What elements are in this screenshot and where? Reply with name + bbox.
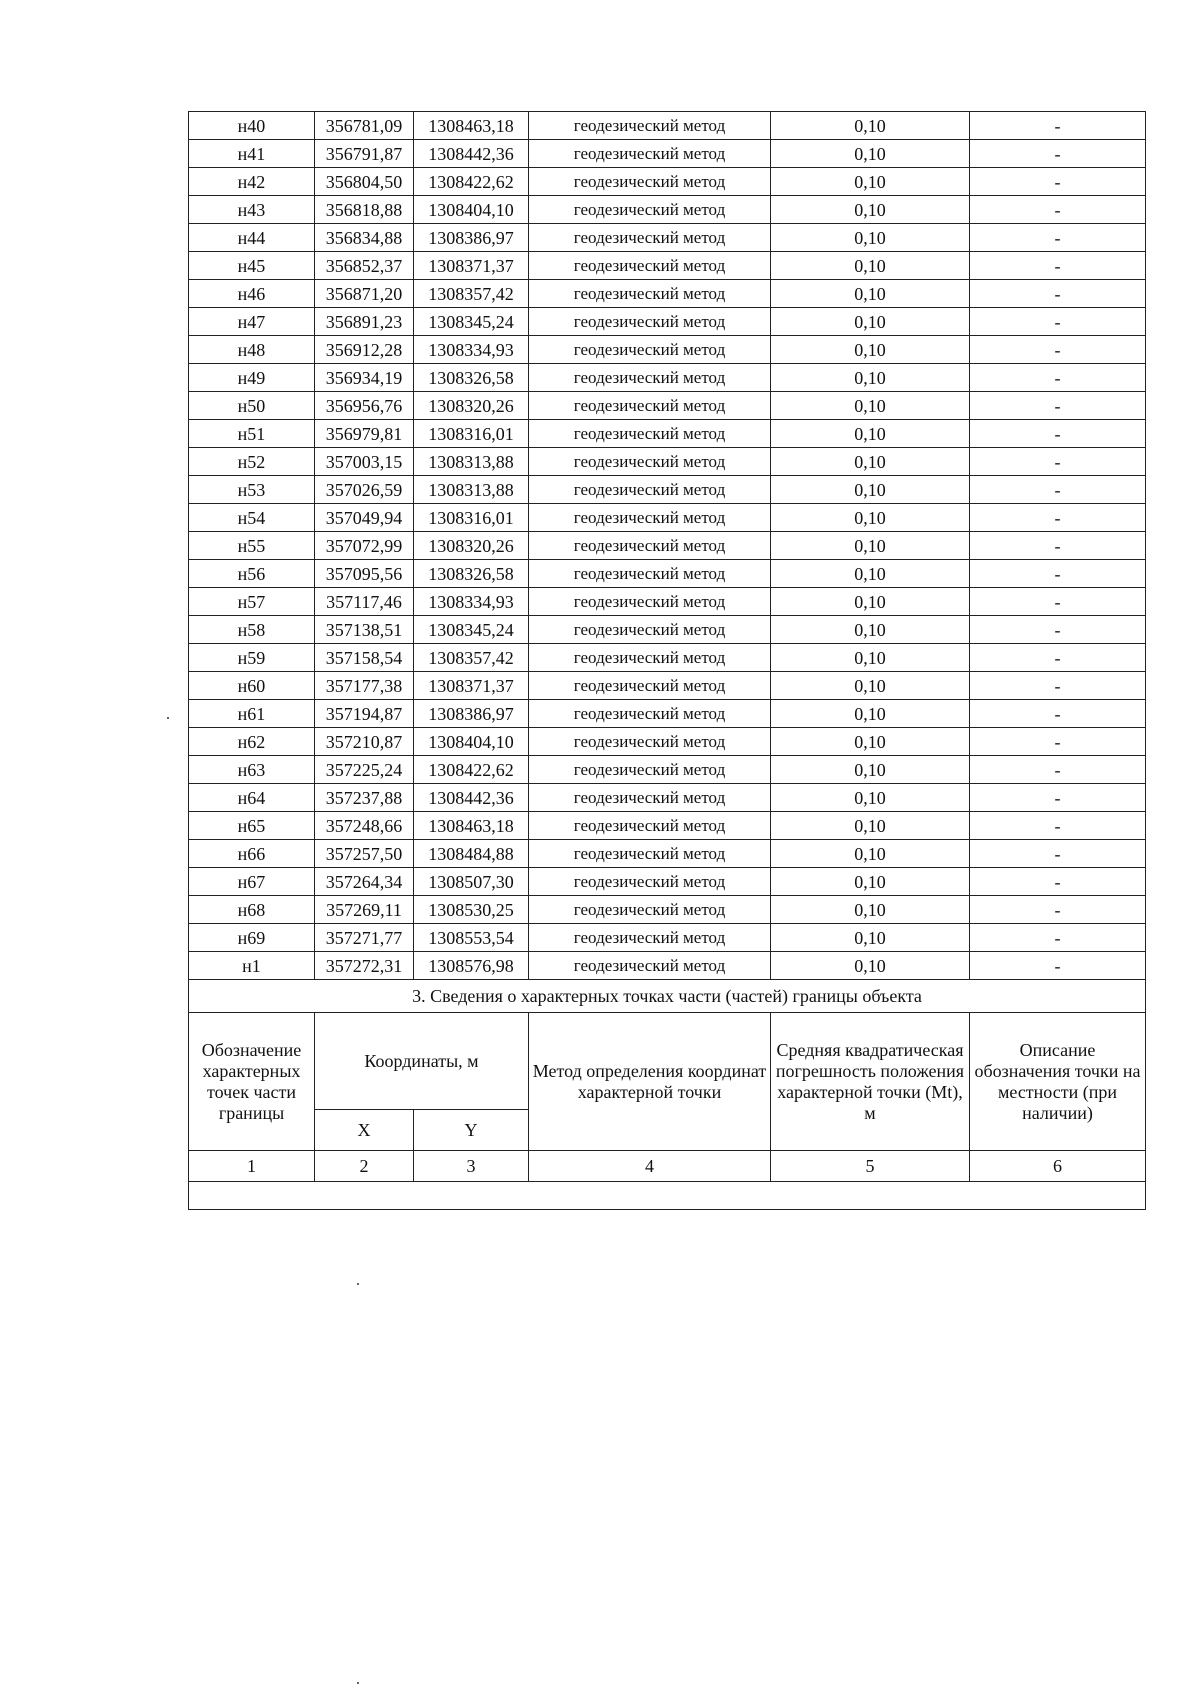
accuracy-cell: 0,10: [771, 868, 970, 896]
y-coordinate-cell: 1308463,18: [414, 112, 529, 140]
y-coordinate-cell: 1308316,01: [414, 420, 529, 448]
description-cell: -: [970, 420, 1146, 448]
point-id-cell: н45: [189, 252, 315, 280]
description-cell: -: [970, 728, 1146, 756]
accuracy-cell: 0,10: [771, 924, 970, 952]
point-id-cell: н49: [189, 364, 315, 392]
y-coordinate-cell: 1308422,62: [414, 168, 529, 196]
description-cell: -: [970, 448, 1146, 476]
method-cell: геодезический метод: [529, 448, 771, 476]
description-cell: -: [970, 308, 1146, 336]
accuracy-cell: 0,10: [771, 140, 970, 168]
accuracy-cell: 0,10: [771, 616, 970, 644]
point-id-cell: н62: [189, 728, 315, 756]
description-cell: -: [970, 336, 1146, 364]
y-coordinate-cell: 1308404,10: [414, 196, 529, 224]
y-coordinate-cell: 1308320,26: [414, 392, 529, 420]
description-cell: -: [970, 756, 1146, 784]
accuracy-cell: 0,10: [771, 588, 970, 616]
accuracy-cell: 0,10: [771, 672, 970, 700]
point-id-cell: н51: [189, 420, 315, 448]
accuracy-cell: 0,10: [771, 532, 970, 560]
description-cell: -: [970, 616, 1146, 644]
method-cell: геодезический метод: [529, 420, 771, 448]
x-coordinate-cell: 357177,38: [315, 672, 414, 700]
accuracy-cell: 0,10: [771, 644, 970, 672]
point-id-cell: н40: [189, 112, 315, 140]
accuracy-cell: 0,10: [771, 224, 970, 252]
method-cell: геодезический метод: [529, 112, 771, 140]
x-coordinate-cell: 356791,87: [315, 140, 414, 168]
y-coordinate-cell: 1308530,25: [414, 896, 529, 924]
point-id-cell: н66: [189, 840, 315, 868]
method-cell: геодезический метод: [529, 196, 771, 224]
table-row: [189, 784, 1146, 812]
method-cell: геодезический метод: [529, 336, 771, 364]
column-number: 2: [315, 1151, 414, 1182]
table-row: [189, 896, 1146, 924]
y-coordinate-cell: 1308320,26: [414, 532, 529, 560]
table-row: [189, 140, 1146, 168]
method-cell: геодезический метод: [529, 896, 771, 924]
method-cell: геодезический метод: [529, 952, 771, 980]
accuracy-cell: 0,10: [771, 280, 970, 308]
point-id-cell: н64: [189, 784, 315, 812]
y-coordinate-cell: 1308507,30: [414, 868, 529, 896]
method-cell: геодезический метод: [529, 924, 771, 952]
point-id-cell: н68: [189, 896, 315, 924]
table-row: [189, 448, 1146, 476]
x-coordinate-cell: 356818,88: [315, 196, 414, 224]
method-cell: геодезический метод: [529, 532, 771, 560]
table-row: [189, 672, 1146, 700]
description-cell: -: [970, 168, 1146, 196]
y-coordinate-cell: 1308371,37: [414, 252, 529, 280]
accuracy-cell: 0,10: [771, 364, 970, 392]
x-coordinate-cell: 356956,76: [315, 392, 414, 420]
method-cell: геодезический метод: [529, 672, 771, 700]
table-row: [189, 924, 1146, 952]
description-cell: -: [970, 392, 1146, 420]
x-coordinate-cell: 356834,88: [315, 224, 414, 252]
point-id-cell: н69: [189, 924, 315, 952]
accuracy-cell: 0,10: [771, 728, 970, 756]
method-cell: геодезический метод: [529, 868, 771, 896]
description-cell: -: [970, 476, 1146, 504]
x-coordinate-cell: 357210,87: [315, 728, 414, 756]
x-coordinate-cell: 357138,51: [315, 616, 414, 644]
x-coordinate-cell: 357237,88: [315, 784, 414, 812]
point-id-cell: н44: [189, 224, 315, 252]
coordinates-table: [188, 111, 1146, 1210]
point-id-cell: н48: [189, 336, 315, 364]
x-coordinate-cell: 357072,99: [315, 532, 414, 560]
description-cell: -: [970, 504, 1146, 532]
table-row: [189, 504, 1146, 532]
description-cell: -: [970, 140, 1146, 168]
point-id-cell: н50: [189, 392, 315, 420]
method-cell: геодезический метод: [529, 392, 771, 420]
x-coordinate-cell: 356871,20: [315, 280, 414, 308]
description-cell: -: [970, 252, 1146, 280]
accuracy-cell: 0,10: [771, 700, 970, 728]
header-description: Описание обозначения точки на местности (при наличии): [970, 1013, 1146, 1151]
y-coordinate-cell: 1308316,01: [414, 504, 529, 532]
accuracy-cell: 0,10: [771, 252, 970, 280]
point-id-cell: н59: [189, 644, 315, 672]
table-row: [189, 252, 1146, 280]
method-cell: геодезический метод: [529, 756, 771, 784]
method-cell: геодезический метод: [529, 308, 771, 336]
y-coordinate-cell: 1308404,10: [414, 728, 529, 756]
x-coordinate-cell: 357026,59: [315, 476, 414, 504]
accuracy-cell: 0,10: [771, 308, 970, 336]
y-coordinate-cell: 1308442,36: [414, 140, 529, 168]
table-row: [189, 952, 1146, 980]
description-cell: -: [970, 588, 1146, 616]
table-row: [189, 420, 1146, 448]
description-cell: -: [970, 700, 1146, 728]
description-cell: -: [970, 952, 1146, 980]
table-row: [189, 700, 1146, 728]
y-coordinate-cell: 1308422,62: [414, 756, 529, 784]
description-cell: -: [970, 224, 1146, 252]
table-row: [189, 532, 1146, 560]
table-row: [189, 196, 1146, 224]
description-cell: -: [970, 112, 1146, 140]
description-cell: -: [970, 672, 1146, 700]
table-row: [189, 868, 1146, 896]
description-cell: -: [970, 560, 1146, 588]
description-cell: -: [970, 784, 1146, 812]
table-row: [189, 364, 1146, 392]
table-row: [189, 588, 1146, 616]
accuracy-cell: 0,10: [771, 420, 970, 448]
header-coordinates: Координаты, м: [315, 1013, 529, 1110]
method-cell: геодезический метод: [529, 224, 771, 252]
header-method: Метод определения координат характерной точки: [529, 1013, 771, 1151]
y-coordinate-cell: 1308371,37: [414, 672, 529, 700]
y-coordinate-cell: 1308313,88: [414, 448, 529, 476]
column-number: 3: [414, 1151, 529, 1182]
table-row: [189, 560, 1146, 588]
method-cell: геодезический метод: [529, 364, 771, 392]
table-row: [189, 336, 1146, 364]
accuracy-cell: 0,10: [771, 476, 970, 504]
x-coordinate-cell: 357272,31: [315, 952, 414, 980]
point-id-cell: н54: [189, 504, 315, 532]
method-cell: геодезический метод: [529, 840, 771, 868]
table-row: [189, 644, 1146, 672]
point-id-cell: н65: [189, 812, 315, 840]
accuracy-cell: 0,10: [771, 952, 970, 980]
accuracy-cell: 0,10: [771, 448, 970, 476]
point-id-cell: н46: [189, 280, 315, 308]
description-cell: -: [970, 812, 1146, 840]
accuracy-cell: 0,10: [771, 840, 970, 868]
description-cell: -: [970, 868, 1146, 896]
scan-speck: [357, 1283, 359, 1285]
accuracy-cell: 0,10: [771, 504, 970, 532]
points-table-body: [189, 112, 1146, 980]
y-coordinate-cell: 1308326,58: [414, 364, 529, 392]
table-row: [189, 840, 1146, 868]
y-coordinate-cell: 1308484,88: [414, 840, 529, 868]
x-coordinate-cell: 357225,24: [315, 756, 414, 784]
y-coordinate-cell: 1308345,24: [414, 308, 529, 336]
table-row: [189, 812, 1146, 840]
x-coordinate-cell: 356979,81: [315, 420, 414, 448]
x-coordinate-cell: 356891,23: [315, 308, 414, 336]
point-id-cell: н1: [189, 952, 315, 980]
y-coordinate-cell: 1308386,97: [414, 700, 529, 728]
point-id-cell: н53: [189, 476, 315, 504]
point-id-cell: н60: [189, 672, 315, 700]
y-coordinate-cell: 1308326,58: [414, 560, 529, 588]
x-coordinate-cell: 356804,50: [315, 168, 414, 196]
y-coordinate-cell: 1308334,93: [414, 588, 529, 616]
description-cell: -: [970, 924, 1146, 952]
accuracy-cell: 0,10: [771, 392, 970, 420]
y-coordinate-cell: 1308357,42: [414, 644, 529, 672]
x-coordinate-cell: 356781,09: [315, 112, 414, 140]
y-coordinate-cell: 1308386,97: [414, 224, 529, 252]
y-coordinate-cell: 1308313,88: [414, 476, 529, 504]
description-cell: -: [970, 840, 1146, 868]
x-coordinate-cell: 357117,46: [315, 588, 414, 616]
column-number: 5: [771, 1151, 970, 1182]
x-coordinate-cell: 356912,28: [315, 336, 414, 364]
method-cell: геодезический метод: [529, 616, 771, 644]
method-cell: геодезический метод: [529, 644, 771, 672]
y-coordinate-cell: 1308442,36: [414, 784, 529, 812]
y-coordinate-cell: 1308357,42: [414, 280, 529, 308]
method-cell: геодезический метод: [529, 728, 771, 756]
header-point-designation: Обозначение характерных точек части границы: [189, 1013, 315, 1151]
description-cell: -: [970, 196, 1146, 224]
point-id-cell: н55: [189, 532, 315, 560]
point-id-cell: н42: [189, 168, 315, 196]
x-coordinate-cell: 356852,37: [315, 252, 414, 280]
point-id-cell: н56: [189, 560, 315, 588]
point-id-cell: н58: [189, 616, 315, 644]
method-cell: геодезический метод: [529, 252, 771, 280]
header-x: X: [315, 1110, 414, 1151]
accuracy-cell: 0,10: [771, 112, 970, 140]
x-coordinate-cell: 357049,94: [315, 504, 414, 532]
x-coordinate-cell: 357095,56: [315, 560, 414, 588]
accuracy-cell: 0,10: [771, 812, 970, 840]
point-id-cell: н57: [189, 588, 315, 616]
description-cell: -: [970, 896, 1146, 924]
x-coordinate-cell: 357003,15: [315, 448, 414, 476]
column-number: 6: [970, 1151, 1146, 1182]
accuracy-cell: 0,10: [771, 196, 970, 224]
point-id-cell: н61: [189, 700, 315, 728]
point-id-cell: н63: [189, 756, 315, 784]
method-cell: геодезический метод: [529, 700, 771, 728]
table-row: [189, 308, 1146, 336]
point-id-cell: н52: [189, 448, 315, 476]
x-coordinate-cell: 357248,66: [315, 812, 414, 840]
accuracy-cell: 0,10: [771, 896, 970, 924]
accuracy-cell: 0,10: [771, 336, 970, 364]
x-coordinate-cell: 357271,77: [315, 924, 414, 952]
table-row: [189, 616, 1146, 644]
method-cell: геодезический метод: [529, 140, 771, 168]
method-cell: геодезический метод: [529, 504, 771, 532]
method-cell: геодезический метод: [529, 168, 771, 196]
header-accuracy: Средняя квадратическая погрешность положения характерной точки (Mt), м: [771, 1013, 970, 1151]
method-cell: геодезический метод: [529, 476, 771, 504]
table-row: [189, 112, 1146, 140]
accuracy-cell: 0,10: [771, 168, 970, 196]
table-row: [189, 392, 1146, 420]
table-row: [189, 476, 1146, 504]
method-cell: геодезический метод: [529, 588, 771, 616]
x-coordinate-cell: 357194,87: [315, 700, 414, 728]
y-coordinate-cell: 1308553,54: [414, 924, 529, 952]
description-cell: -: [970, 280, 1146, 308]
x-coordinate-cell: 357264,34: [315, 868, 414, 896]
section3-title: 3. Сведения о характерных точках части (частей) границы объекта: [189, 980, 1146, 1013]
point-id-cell: н43: [189, 196, 315, 224]
table-row: [189, 756, 1146, 784]
table-row: [189, 224, 1146, 252]
document-sheet: [188, 111, 1145, 1210]
point-id-cell: н41: [189, 140, 315, 168]
description-cell: -: [970, 364, 1146, 392]
table-row: [189, 280, 1146, 308]
method-cell: геодезический метод: [529, 280, 771, 308]
accuracy-cell: 0,10: [771, 784, 970, 812]
column-number: 1: [189, 1151, 315, 1182]
table-row: [189, 728, 1146, 756]
header-y: Y: [414, 1110, 529, 1151]
y-coordinate-cell: 1308576,98: [414, 952, 529, 980]
method-cell: геодезический метод: [529, 812, 771, 840]
x-coordinate-cell: 357269,11: [315, 896, 414, 924]
point-id-cell: н67: [189, 868, 315, 896]
description-cell: -: [970, 532, 1146, 560]
x-coordinate-cell: 357158,54: [315, 644, 414, 672]
x-coordinate-cell: 356934,19: [315, 364, 414, 392]
x-coordinate-cell: 357257,50: [315, 840, 414, 868]
y-coordinate-cell: 1308463,18: [414, 812, 529, 840]
column-number: 4: [529, 1151, 771, 1182]
scan-speck: [357, 1682, 359, 1684]
accuracy-cell: 0,10: [771, 560, 970, 588]
section3-table: [189, 980, 1146, 1210]
empty-row: [189, 1182, 1146, 1210]
scan-speck: [167, 717, 169, 719]
y-coordinate-cell: 1308334,93: [414, 336, 529, 364]
method-cell: геодезический метод: [529, 784, 771, 812]
table-row: [189, 168, 1146, 196]
y-coordinate-cell: 1308345,24: [414, 616, 529, 644]
point-id-cell: н47: [189, 308, 315, 336]
description-cell: -: [970, 644, 1146, 672]
method-cell: геодезический метод: [529, 560, 771, 588]
accuracy-cell: 0,10: [771, 756, 970, 784]
